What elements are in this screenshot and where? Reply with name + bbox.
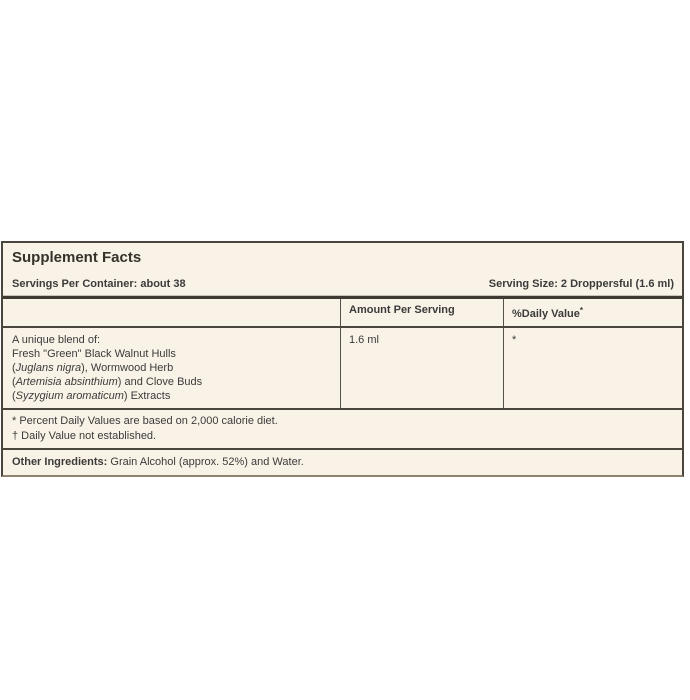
table-header-row	[3, 299, 682, 328]
blend-line	[12, 375, 332, 389]
blend-line	[12, 361, 332, 375]
footnotes-section	[3, 410, 682, 450]
daily-value-label: %Daily Value	[512, 308, 580, 320]
blend-text: ), Wormwood Herb	[81, 362, 174, 374]
blend-text: (	[12, 390, 16, 402]
blend-text: (	[12, 362, 16, 374]
blend-line	[12, 389, 332, 403]
blend-text: (	[12, 376, 16, 388]
header-cell-ingredient	[3, 299, 340, 326]
blend-text: Fresh "Green" Black Walnut Hulls	[12, 348, 176, 360]
blend-description-cell	[3, 328, 340, 408]
daily-value-superscript: *	[579, 306, 583, 315]
footnote-daily-value-not-established: † Daily Value not established.	[12, 430, 157, 442]
servings-per-container: Servings Per Container: about 38	[12, 278, 186, 290]
serving-info-row	[3, 266, 682, 295]
other-ingredients-row	[3, 450, 682, 475]
supplement-facts-panel	[1, 241, 684, 477]
panel-title: Supplement Facts	[12, 249, 142, 266]
blend-data-row	[3, 328, 682, 410]
blend-text: ) and Clove Buds	[117, 376, 203, 388]
blend-line	[12, 333, 332, 347]
blend-line	[12, 347, 332, 361]
serving-size: Serving Size: 2 Droppersful (1.6 ml)	[488, 278, 674, 290]
botanical-name: Juglans nigra	[15, 362, 82, 374]
other-ingredients-label: Other Ingredients:	[12, 456, 108, 468]
botanical-name: Artemisia absinthium	[15, 376, 118, 388]
blend-text: A unique blend of:	[12, 334, 101, 346]
blend-daily-value-cell: *	[503, 328, 682, 408]
footnote-percent-daily-value: * Percent Daily Values are based on 2,000 calorie diet.	[12, 415, 278, 427]
header-cell-amount: Amount Per Serving	[340, 299, 503, 326]
header-cell-daily-value	[503, 299, 682, 326]
other-ingredients-text: Grain Alcohol (approx. 52%) and Water.	[107, 456, 304, 468]
botanical-name: Syzygium aromaticum	[15, 390, 124, 402]
blend-amount-cell: 1.6 ml	[340, 328, 503, 408]
blend-text: ) Extracts	[123, 390, 171, 402]
